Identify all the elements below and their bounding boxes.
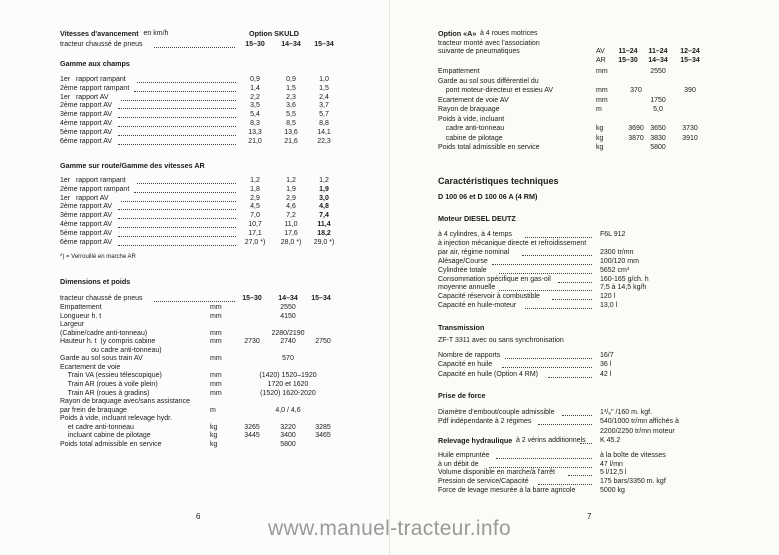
dim-value: 1720 et 1620: [267, 380, 309, 388]
dim-row-label: Ecartement de voie: [60, 363, 121, 371]
option-value: 2550: [650, 68, 666, 75]
speed-value: 8,8: [319, 120, 329, 127]
motor-row-label: Consommation spécifique en gas-oil: [438, 275, 551, 283]
relevage-row-label: Volume disponible en marche/à l'arrêt: [438, 469, 555, 477]
relevage-title: Relevage hydraulique: [438, 436, 513, 445]
speed-value: 0,9: [250, 76, 260, 83]
speed-value: 5,5: [286, 111, 296, 119]
motor-title: Moteur DIESEL DEUTZ: [438, 214, 516, 223]
relevage-value: 5000 kg: [600, 486, 625, 494]
dot-leader: [118, 135, 237, 136]
option-row-label: pont moteur-directeur et essieu AV: [438, 87, 554, 94]
transmission-row-label: Capacité en huile (Option 4 RM): [438, 370, 538, 378]
dot-leader: [525, 308, 592, 309]
motor-row-label: Cylindrée totale: [438, 266, 487, 274]
page-number: 7: [587, 512, 592, 521]
option-value: 3830: [650, 134, 666, 142]
speed-value: 3,5: [250, 102, 260, 110]
pto-row-label: Pdf indépendante à 2 régimes: [438, 418, 532, 426]
motor-value: 5652 cm³: [600, 266, 630, 274]
speed-value: 29,0 *): [313, 238, 335, 246]
champs-row-label: 5ème rapport AV: [60, 128, 113, 136]
option-row-label: Rayon de braquage: [438, 106, 500, 113]
option-value: 3650: [650, 125, 666, 132]
speed-value: 10,7: [248, 221, 262, 228]
dim-row-label: Train AR (roues à gradins): [60, 389, 150, 397]
right-page: [389, 0, 779, 555]
dot-leader: [134, 192, 236, 193]
speed-value: 2,3: [286, 93, 296, 101]
dim-value: 2550: [280, 304, 296, 311]
speed-value: 21,6: [284, 137, 298, 145]
speed-value: 0,9: [286, 76, 296, 83]
unit: kg: [210, 432, 218, 440]
dot-leader: [118, 126, 237, 127]
route-row-label: 1er rapport AV: [60, 194, 109, 202]
option-value: 5,0: [653, 106, 663, 113]
tire-size: 15–34: [311, 295, 331, 302]
speed-value: 2,4: [319, 93, 329, 101]
dot-leader: [499, 290, 592, 291]
dot-leader: [562, 415, 593, 416]
option-row-label: Empattement: [438, 68, 480, 75]
motor-row-label: moyenne annuelle: [438, 284, 496, 292]
speed-value: 13,6: [284, 128, 298, 136]
dot-leader: [121, 201, 236, 202]
unit: kg: [210, 423, 218, 431]
unit: kg: [596, 144, 604, 151]
dim-row-label: Longueur h. t: [60, 312, 102, 320]
relevage-value: K 45.2: [600, 437, 621, 444]
option-value: 5800: [650, 144, 666, 151]
dim-value: 3465: [315, 432, 331, 440]
pto-row-label: Diamètre d'embout/couple admissible: [438, 409, 555, 416]
footnote: *) = Verrouillé en marche AR: [60, 254, 136, 260]
av-label: AV: [596, 48, 605, 55]
dim-row-label: par frein de braquage: [60, 406, 127, 414]
route-row-label: 3ème rapport AV: [60, 212, 113, 220]
transmission-intro: ZF-T 3311 avec ou sans synchronisation: [438, 337, 564, 344]
unit: mm: [210, 304, 222, 311]
dot-leader: [137, 183, 236, 184]
option-intro: tracteur monté avec l'association: [438, 40, 540, 47]
speed-value: 1,5: [286, 84, 296, 92]
speed-value: 28,0 *): [280, 238, 302, 246]
motor-value: 2300 tr/mn: [600, 248, 634, 256]
dim-value: 3265: [244, 423, 260, 431]
watermark: www.manuel-tracteur.info: [268, 517, 511, 540]
speed-value: 11,4: [317, 221, 331, 228]
speed-value: 13,3: [248, 128, 262, 136]
speed-unit: en km/h: [141, 30, 169, 37]
speed-value: 11,0: [284, 221, 298, 228]
dot-leader: [118, 218, 237, 219]
unit: mm: [210, 338, 222, 346]
dot-leader: [568, 475, 592, 476]
speed-value: 1,8: [250, 185, 260, 193]
route-row-label: 2ème rapport AV: [60, 203, 113, 211]
ar-label: AR: [596, 57, 606, 64]
tire-size: 15–34: [314, 41, 334, 48]
speed-value: 7,0: [250, 212, 260, 220]
motor-value: 100/120 mm: [600, 257, 639, 265]
unit: mm: [210, 355, 222, 363]
route-row-label: 1er rapport rampant: [60, 177, 126, 184]
dim-value: 2730: [244, 338, 260, 346]
option-row-label: Poids total admissible en service: [438, 144, 540, 151]
unit: mm: [210, 329, 222, 337]
dot-leader: [538, 484, 592, 485]
option-skuld-title: Option SKULD: [249, 29, 299, 38]
speed-value: 1,2: [250, 177, 260, 184]
relevage-value: 5 l/12,5 l: [600, 469, 627, 477]
unit: kg: [596, 125, 604, 132]
speed-value: 7,4: [319, 212, 329, 220]
dim-value: (1520) 1620-2020: [260, 389, 316, 397]
tires-label: tracteur chaussé de pneus: [60, 41, 143, 48]
option-value: 390: [684, 87, 696, 94]
page-number: 6: [196, 512, 201, 521]
dim-value: 570: [282, 355, 294, 363]
route-row-label: 4ème rapport AV: [60, 221, 113, 228]
speed-value: 3,6: [286, 102, 296, 110]
tire-size: 15–34: [680, 57, 700, 64]
dim-value: (1420) 1520–1920: [259, 372, 317, 380]
dim-row-label: Largeur: [60, 321, 85, 329]
speed-value: 7,2: [286, 212, 296, 220]
speed-value: 2,2: [250, 93, 260, 101]
dot-leader: [137, 82, 236, 83]
champs-row-label: 2ème rapport AV: [60, 102, 113, 110]
option-a-subtitle: à 4 roues motrices: [478, 30, 538, 37]
dot-leader: [538, 424, 592, 425]
motor-value: 13,0 l: [600, 302, 618, 310]
transmission-value: 36 l: [600, 361, 612, 369]
unit: m: [210, 406, 216, 414]
dim-tires-label: tracteur chaussé de pneus: [60, 295, 143, 302]
speed-value: 1,2: [286, 177, 296, 184]
dot-leader: [118, 227, 237, 228]
speed-value: 1,9: [319, 185, 329, 193]
speed-value: 27,0 *): [244, 238, 266, 246]
speed-value: 21,0: [248, 137, 262, 145]
motor-row-label: Alésage/Course: [438, 257, 488, 265]
dim-row-label: Empattement: [60, 304, 102, 311]
tire-size: 11–24: [648, 48, 668, 55]
speed-value: 17,6: [284, 229, 298, 237]
transmission-title: Transmission: [438, 323, 485, 332]
speed-value: 18,2: [317, 229, 331, 237]
dim-row-label: Poids total admissible en service: [60, 440, 162, 448]
relevage-row-label: Huile empruntée: [438, 452, 490, 459]
relevage-value: à la boîte de vitesses: [600, 452, 666, 459]
pto-title: Prise de force: [438, 391, 486, 400]
dim-row-label: Train AR (roues à voile plein): [60, 380, 158, 388]
speed-value: 1,5: [319, 84, 329, 92]
unit: kg: [210, 440, 218, 448]
option-row-label: Ecartement de voie AV: [438, 96, 509, 104]
dim-row-label: Poids à vide, incluant relevage hydr.: [60, 415, 173, 423]
unit: mm: [210, 380, 222, 388]
tire-size: 15–30: [242, 295, 262, 302]
motor-row-label: Capacité réservoir à combustible: [438, 293, 540, 301]
option-row-label: cabine de pilotage: [438, 134, 503, 142]
relevage-value: 175 bars/3350 m. kgf: [600, 478, 666, 486]
pto-value: 2200/2250 tr/mn moteur: [600, 427, 675, 435]
dot-leader: [502, 367, 592, 368]
speed-value: 3,0: [319, 194, 329, 202]
pto-value: 540/1000 tr/mn affichés à: [600, 418, 679, 426]
dim-row-label: ou cadre anti-tonneau): [60, 346, 162, 354]
motor-row-label: à 4 cylindres, à 4 temps: [438, 231, 512, 238]
dimensions-title: Dimensions et poids: [60, 277, 131, 286]
dot-leader: [580, 443, 592, 444]
dot-leader: [489, 467, 592, 468]
transmission-value: 16/7: [600, 352, 614, 359]
relevage-row-label: Pression de service/Capacité: [438, 478, 529, 486]
dot-leader: [499, 273, 592, 274]
relevage-row-label: à un débit de: [438, 460, 479, 468]
motor-value: F6L 912: [600, 231, 626, 238]
dim-row-label: et cadre anti-tonneau: [60, 423, 134, 431]
tire-size: 11–24: [618, 48, 638, 55]
dim-value: 4,0 / 4,6: [275, 406, 301, 414]
champs-row-label: 6ème rapport AV: [60, 137, 113, 145]
tech-subtitle: D 100 06 et D 100 06 A (4 RM): [438, 192, 538, 201]
dim-row-label: Train VA (essieu télescopique): [60, 372, 162, 380]
motor-value: 160-165 g/ch. h: [600, 275, 649, 283]
dot-leader: [548, 377, 592, 378]
dot-leader: [134, 91, 236, 92]
unit: m: [596, 106, 602, 113]
tech-title: Caractéristiques techniques: [438, 176, 559, 186]
speed-value: 1,4: [250, 84, 260, 92]
dot-leader: [118, 209, 237, 210]
dot-leader: [522, 255, 592, 256]
option-value: 370: [630, 87, 642, 94]
unit: kg: [596, 134, 604, 142]
option-value: 3910: [682, 134, 698, 142]
motor-row-label: à injection mécanique directe et refroidissement: [438, 239, 587, 247]
unit: mm: [210, 312, 222, 320]
speed-value: 5,7: [319, 111, 329, 119]
tire-size: 12–24: [680, 48, 700, 55]
dot-leader: [492, 264, 592, 265]
speed-value: 22,3: [317, 137, 331, 145]
option-intro: suivante de pneumatiques: [438, 48, 520, 55]
relevage-value: 47 l/mn: [600, 460, 623, 468]
transmission-row-label: Capacité en huile: [438, 361, 493, 369]
transmission-value: 42 l: [600, 370, 612, 378]
option-value: 3690: [628, 125, 644, 132]
dot-leader: [118, 117, 237, 118]
dot-leader: [505, 358, 592, 359]
speed-value: 2,9: [286, 194, 296, 202]
tire-size: 15–30: [618, 57, 638, 64]
speed-value: 8,5: [286, 120, 296, 127]
dot-leader: [558, 282, 592, 283]
motor-value: 120 l: [600, 293, 616, 301]
tire-size: 15–30: [245, 41, 265, 48]
transmission-row-label: Nombre de rapports: [438, 352, 501, 359]
route-row-label: 6ème rapport AV: [60, 238, 113, 246]
option-value: 3870: [628, 134, 644, 142]
route-row-label: 2ème rapport rampant: [60, 185, 130, 193]
champs-title: Gamme aux champs: [60, 59, 130, 68]
dim-row-label: Garde au sol sous train AV: [60, 355, 143, 363]
motor-value: 7,5 à 14,5 kg/h: [600, 284, 647, 292]
unit: mm: [210, 389, 222, 397]
champs-row-label: 1er rapport AV: [60, 93, 109, 101]
option-value: 1750: [650, 96, 666, 104]
unit: mm: [596, 68, 608, 75]
dim-value: 5800: [280, 440, 296, 448]
champs-row-label: 1er rapport rampant: [60, 76, 126, 83]
tire-size: 14–34: [281, 41, 301, 48]
dot-leader: [154, 47, 236, 48]
option-row-label: cadre anti-tonneau: [438, 125, 505, 132]
champs-row-label: 2ème rapport rampant: [60, 84, 130, 92]
unit: mm: [596, 87, 608, 94]
dot-leader: [496, 458, 593, 459]
dim-value: 2280/2190: [271, 329, 305, 337]
option-value: 3730: [682, 125, 698, 132]
motor-row-label: Capacité en huile-moteur: [438, 302, 517, 310]
speed-value: 1,0: [319, 76, 329, 83]
dot-leader: [118, 236, 237, 237]
speed-value: 1,9: [286, 185, 296, 193]
unit: mm: [596, 96, 608, 104]
speed-value: 14,1: [317, 128, 331, 136]
speed-value: 5,4: [250, 111, 260, 119]
dim-value: 2750: [315, 338, 331, 346]
speed-value: 17,1: [248, 229, 262, 237]
speed-value: 8,3: [250, 120, 260, 127]
dot-leader: [118, 108, 237, 109]
motor-row-label: par air, régime nominal: [438, 248, 510, 256]
dim-value: 2740: [280, 338, 296, 346]
unit: mm: [210, 372, 222, 380]
dim-row-label: Rayon de braquage avec/sans assistance: [60, 398, 190, 406]
speed-value: 4,6: [286, 203, 296, 211]
dim-value: 3220: [280, 423, 296, 431]
tire-size: 14–34: [278, 295, 298, 302]
pto-value: 1³/₈" /160 m. kgf.: [600, 409, 653, 416]
speed-value: 4,5: [250, 203, 260, 211]
dot-leader: [525, 237, 592, 238]
route-title: Gamme sur route/Gamme des vitesses AR: [60, 161, 205, 170]
dot-leader: [154, 301, 236, 302]
dot-leader: [118, 144, 237, 145]
option-row-label: Poids à vide, incluant: [438, 115, 505, 123]
dim-row-label: (Cabine/cadre anti-tonneau): [60, 329, 148, 337]
dim-row-label: Hauteur h. t (y compris cabine: [60, 338, 156, 346]
left-page: [0, 0, 389, 555]
dim-value: 3400: [280, 432, 296, 440]
dot-leader: [552, 299, 592, 300]
dot-leader: [121, 100, 236, 101]
speed-title: Vitesses d'avancement: [60, 29, 139, 38]
dim-value: 3285: [315, 423, 331, 431]
champs-row-label: 3ème rapport AV: [60, 111, 113, 119]
speed-value: 2,9: [250, 194, 260, 202]
option-a-title: Option «A»: [438, 29, 477, 38]
route-row-label: 5ème rapport AV: [60, 229, 113, 237]
dim-value: 4150: [280, 312, 296, 320]
option-row-label: Garde au sol sous différentiel du: [438, 77, 539, 85]
dim-value: 3445: [244, 432, 260, 440]
relevage-row-label: Force de levage mesurée à la barre agricole: [438, 486, 576, 494]
speed-value: 4,8: [319, 203, 329, 211]
speed-value: 3,7: [319, 102, 329, 110]
relevage-subtitle: à 2 vérins additionnels: [514, 437, 586, 444]
dim-row-label: incluant cabine de pilotage: [60, 432, 151, 440]
tire-size: 14–34: [648, 57, 668, 64]
champs-row-label: 4ème rapport AV: [60, 120, 113, 127]
speed-value: 1,2: [319, 177, 329, 184]
dot-leader: [118, 245, 237, 246]
